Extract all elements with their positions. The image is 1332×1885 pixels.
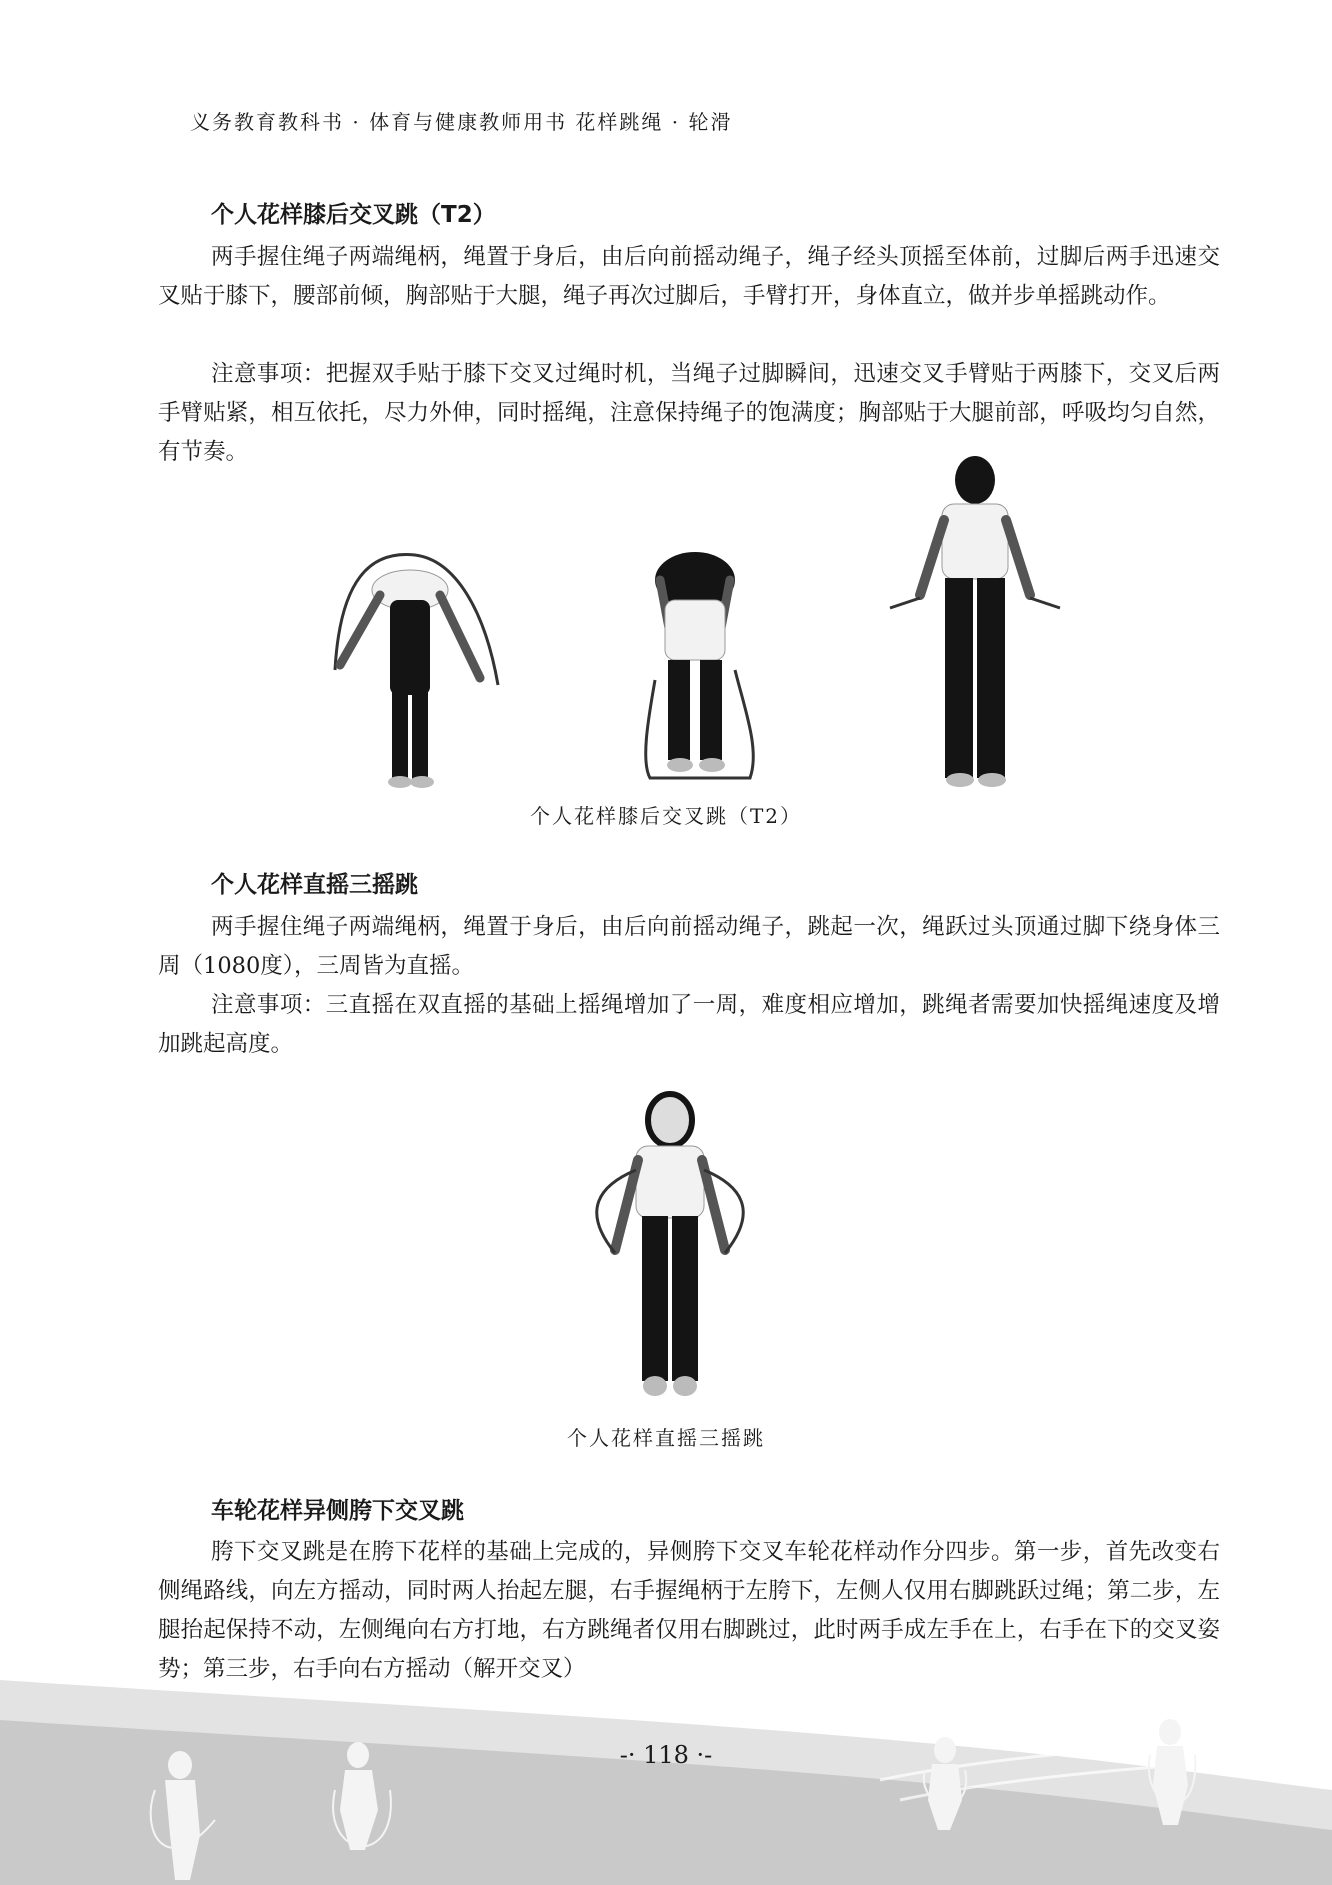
paragraph-knee-cross-description: 两手握住绳子两端绳柄，绳置于身后，由后向前摇动绳子，绳子经头顶摇至体前，过脚后两手迅速交叉贴于膝下，腰部前倾，胸部贴于大腿，绳子再次过脚后，手臂打开，身体直立，做并步单摇跳动作。: [158, 244, 1220, 309]
caption-triple-rope: 个人花样直摇三摇跳: [567, 1426, 765, 1450]
photo-bent-forward-rope-overhead: [335, 554, 498, 788]
section-title-wheel-cross: 车轮花样异侧胯下交叉跳: [211, 1498, 464, 1524]
page-number-value: 118: [643, 1741, 689, 1769]
paragraph-wheel-cross-description: 胯下交叉跳是在胯下花样的基础上完成的，异侧胯下交叉车轮花样动作分四步。第一步，首先改变右侧绳路线，向左方摇动，同时两人抬起左腿，右手握绳柄于左胯下，左侧人仅用右脚跳跃过绳；第二步，左腿抬起保持不动，左侧绳向右方打地，右方跳绳者仅用右脚跳过，此时两手成左手在上，右手在下的交叉姿势；第三步，右手向右方摇动（解开交叉）: [158, 1539, 1220, 1682]
paragraph-knee-cross-notes: 注意事项：把握双手贴于膝下交叉过绳时机，当绳子过脚瞬间，迅速交叉手臂贴于两膝下，交叉后两手臂贴紧，相互依托，尽力外伸，同时摇绳，注意保持绳子的饱满度；胸部贴于大腿前部，呼吸均匀自然，有节奏。: [158, 361, 1220, 465]
photo-standing-back-view: [890, 456, 1060, 787]
running-head: 义务教育教科书 · 体育与健康教师用书 花样跳绳 · 轮滑: [190, 110, 733, 134]
section-title-knee-cross: 个人花样膝后交叉跳（T2）: [211, 202, 496, 228]
photo-cross-under-knees: [646, 552, 754, 778]
caption-knee-cross: 个人花样膝后交叉跳（T2）: [529, 804, 803, 828]
figure-knee-cross-photos: [320, 460, 1080, 790]
page-number-dash-right: ·-: [696, 1741, 713, 1769]
footer-decoration: [0, 1660, 1332, 1885]
page-number: [0, 1741, 1332, 1769]
page-number-dash-left: -·: [619, 1741, 644, 1769]
figure-triple-rope-photo: [570, 1090, 770, 1405]
section-title-triple-rope: 个人花样直摇三摇跳: [211, 872, 418, 898]
paragraph-triple-rope-description: 两手握住绳子两端绳柄，绳置于身后，由后向前摇动绳子，跳起一次，绳跃过头顶通过脚下绕身体三周（1080度），三周皆为直摇。: [158, 914, 1220, 979]
paragraph-triple-rope-notes: 注意事项：三直摇在双直摇的基础上摇绳增加了一周，难度相应增加，跳绳者需要加快摇绳速度及增加跳起高度。: [158, 992, 1220, 1057]
